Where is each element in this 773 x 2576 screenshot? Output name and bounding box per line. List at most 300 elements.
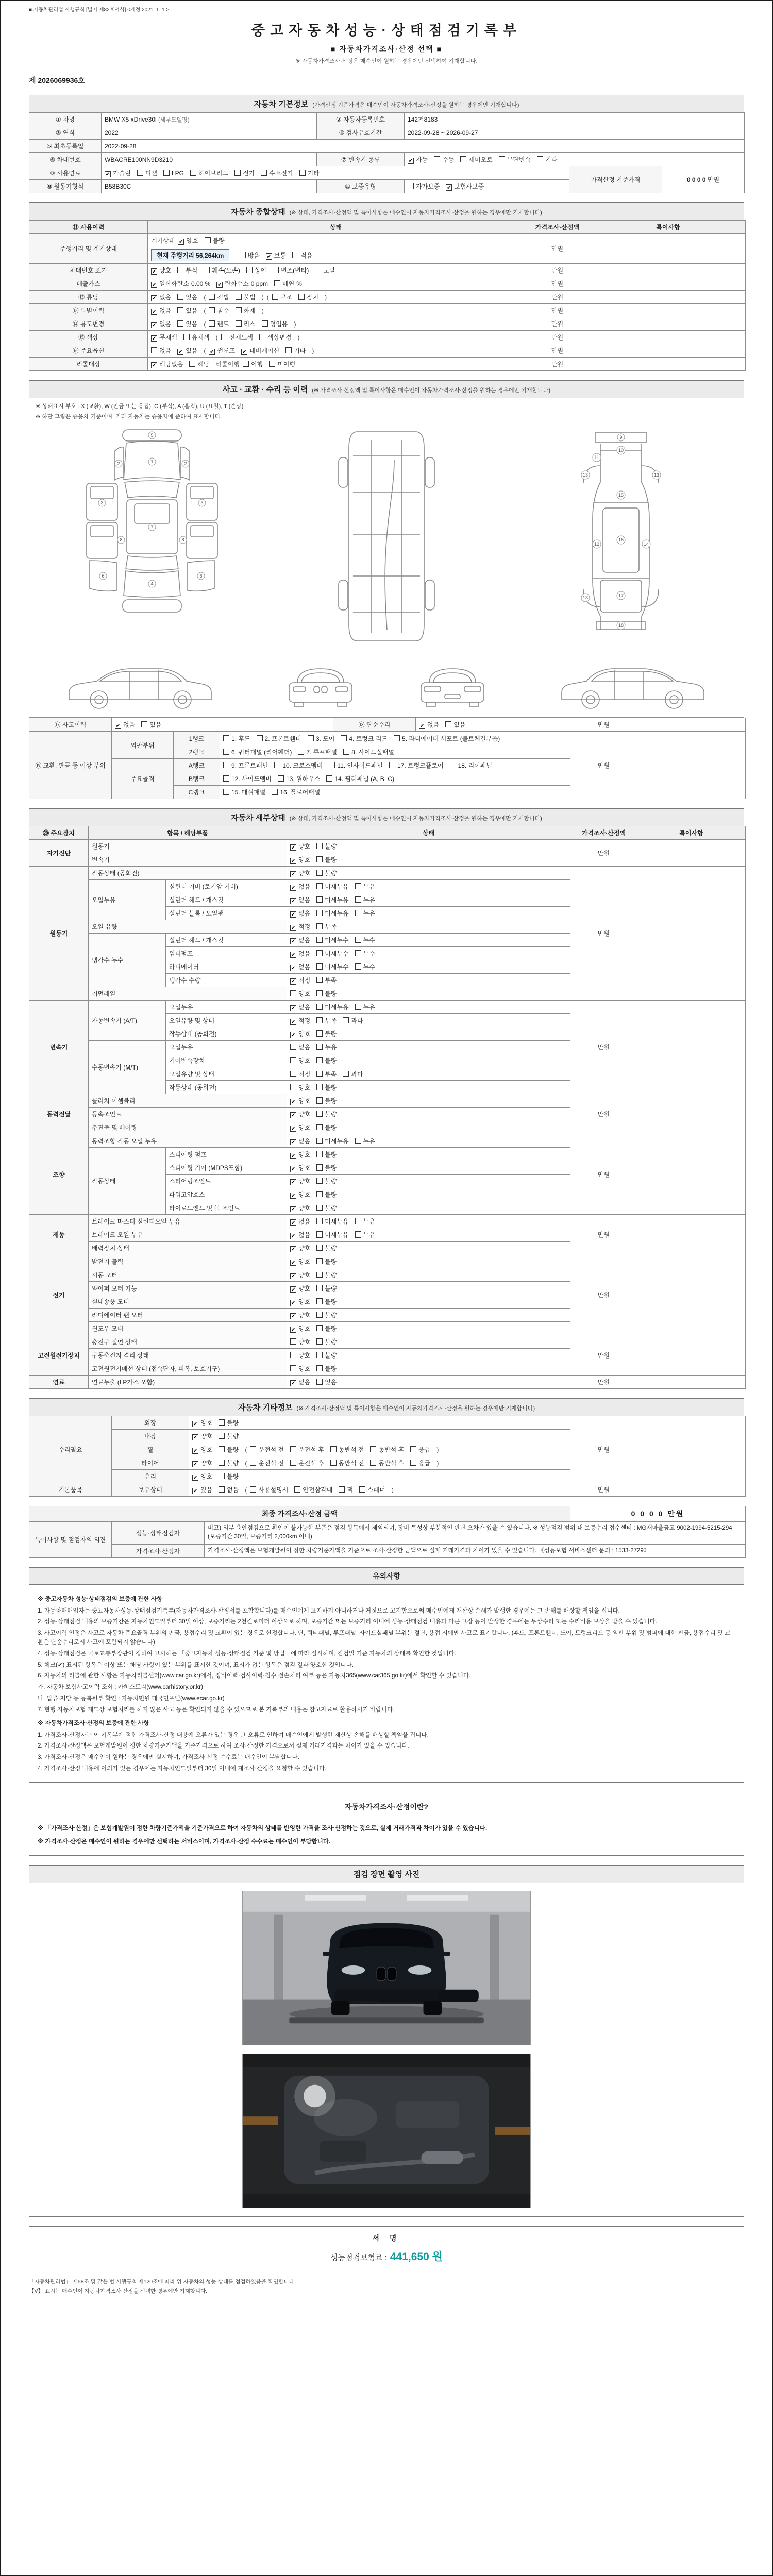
option-없음[interactable]	[290, 1043, 310, 1052]
option-없음[interactable]	[290, 1378, 310, 1386]
checkbox-icon[interactable]	[223, 749, 229, 755]
checkbox-icon[interactable]	[316, 843, 323, 849]
option-부족[interactable]	[316, 1070, 337, 1078]
checkbox-icon[interactable]	[262, 320, 268, 327]
option-없음[interactable]	[290, 1003, 310, 1011]
checkbox-icon[interactable]	[250, 1460, 256, 1466]
checkbox-icon[interactable]	[290, 1446, 296, 1452]
checkbox-icon[interactable]	[316, 1111, 323, 1117]
checkbox-icon[interactable]	[223, 789, 229, 795]
option-불량[interactable]	[316, 1150, 337, 1159]
checkbox-icon[interactable]	[236, 307, 242, 313]
option-불량[interactable]	[316, 1297, 337, 1306]
option-양호[interactable]	[192, 1418, 212, 1427]
option-안전삼각대[interactable]	[294, 1485, 332, 1494]
checkbox-icon[interactable]	[285, 347, 292, 353]
checkbox-icon[interactable]	[177, 267, 183, 273]
option-불량[interactable]	[316, 1257, 337, 1266]
checkbox-icon[interactable]	[298, 294, 305, 300]
checkbox-icon[interactable]	[183, 334, 190, 340]
checkbox-icon[interactable]	[316, 1379, 323, 1385]
checkbox-icon[interactable]: ✔	[291, 939, 296, 944]
option-불량[interactable]	[316, 1190, 337, 1199]
checkbox-icon[interactable]	[343, 1017, 349, 1023]
checkbox-icon[interactable]	[316, 1258, 323, 1264]
option-양호[interactable]	[290, 842, 310, 851]
checkbox-icon[interactable]	[316, 1151, 323, 1157]
option-적정[interactable]	[290, 1016, 310, 1025]
checkbox-icon[interactable]	[389, 762, 395, 768]
option-누유[interactable]	[355, 1230, 375, 1239]
option-누유[interactable]	[355, 1137, 375, 1145]
option-없음[interactable]	[290, 1217, 310, 1226]
checkbox-icon[interactable]: ✔	[152, 269, 157, 275]
option-응급[interactable]	[410, 1459, 430, 1467]
checkbox-icon[interactable]: ✔	[291, 1381, 296, 1386]
option-미세누수[interactable]	[316, 949, 348, 958]
checkbox-icon[interactable]	[177, 294, 183, 300]
option-적법[interactable]	[209, 293, 229, 301]
checkbox-icon[interactable]	[219, 1460, 225, 1466]
option-운전석 전[interactable]	[250, 1459, 284, 1467]
checkbox-icon[interactable]	[316, 1178, 323, 1184]
checkbox-icon[interactable]: ✔	[291, 872, 296, 877]
option-불량[interactable]	[316, 1204, 337, 1212]
checkbox-icon[interactable]	[190, 170, 196, 176]
option-적정[interactable]	[290, 1070, 310, 1078]
checkbox-icon[interactable]	[330, 1446, 337, 1452]
checkbox-icon[interactable]: ✔	[291, 1140, 296, 1145]
option-없음[interactable]	[419, 720, 439, 729]
checkbox-icon[interactable]	[290, 1460, 296, 1466]
checkbox-icon[interactable]	[189, 361, 195, 367]
checkbox-icon[interactable]: ✔	[291, 1260, 296, 1266]
option-누유[interactable]	[316, 1043, 337, 1052]
checkbox-icon[interactable]	[434, 156, 440, 162]
checkbox-icon[interactable]: ✔	[193, 1475, 198, 1481]
checkbox-icon[interactable]	[355, 1218, 361, 1224]
checkbox-icon[interactable]: ✔	[291, 1300, 296, 1306]
option-누수[interactable]	[355, 962, 375, 971]
option-해당없음[interactable]	[151, 360, 183, 368]
option-불량[interactable]	[316, 1029, 337, 1038]
option-누수[interactable]	[355, 949, 375, 958]
checkbox-icon[interactable]	[294, 1486, 300, 1493]
checkbox-icon[interactable]	[204, 267, 210, 273]
checkbox-icon[interactable]	[223, 775, 229, 782]
option-양호[interactable]	[290, 1083, 310, 1092]
option-부족[interactable]	[316, 922, 337, 931]
checkbox-icon[interactable]	[316, 910, 323, 916]
checkbox-icon[interactable]	[274, 280, 280, 286]
checkbox-icon[interactable]	[316, 1205, 323, 1211]
option-미세누유[interactable]	[316, 1230, 348, 1239]
checkbox-icon[interactable]	[355, 950, 361, 956]
checkbox-icon[interactable]	[316, 870, 323, 876]
option-없음[interactable]	[290, 909, 310, 918]
option-불량[interactable]	[316, 1177, 337, 1185]
signature-box[interactable]	[29, 2226, 744, 2270]
option-불량[interactable]	[316, 989, 337, 998]
option-도말[interactable]	[315, 266, 335, 275]
option-부족[interactable]	[316, 1016, 337, 1025]
option-1. 후드[interactable]	[223, 734, 250, 743]
checkbox-icon[interactable]	[219, 1419, 225, 1426]
checkbox-icon[interactable]	[236, 320, 242, 327]
option-있음[interactable]	[177, 306, 197, 315]
option-불량[interactable]	[316, 842, 337, 851]
option-불량[interactable]	[316, 869, 337, 877]
checkbox-icon[interactable]	[219, 1486, 225, 1493]
checkbox-icon[interactable]	[343, 1071, 349, 1077]
checkbox-icon[interactable]	[370, 1460, 376, 1466]
option-양호[interactable]	[151, 266, 171, 275]
checkbox-icon[interactable]	[219, 1433, 225, 1439]
checkbox-icon[interactable]: ✔	[291, 1153, 296, 1159]
option-불량[interactable]	[219, 1445, 239, 1454]
option-없음[interactable]	[290, 1137, 310, 1145]
option-불량[interactable]	[219, 1418, 239, 1427]
checkbox-icon[interactable]	[177, 320, 183, 327]
option-미세누수[interactable]	[316, 936, 348, 944]
checkbox-icon[interactable]	[537, 156, 543, 162]
checkbox-icon[interactable]: ✔	[193, 1448, 198, 1454]
option-없음[interactable]	[151, 306, 171, 315]
option-양호[interactable]	[192, 1445, 212, 1454]
checkbox-icon[interactable]: ✔	[193, 1488, 198, 1494]
option-무채색[interactable]	[151, 333, 177, 342]
option-불량[interactable]	[316, 1324, 337, 1333]
option-불량[interactable]	[219, 1459, 239, 1467]
option-렌트[interactable]	[209, 319, 229, 328]
checkbox-icon[interactable]: ✔	[291, 885, 296, 891]
option-없음[interactable]	[290, 882, 310, 891]
option-동반석 전[interactable]	[330, 1459, 364, 1467]
option-8. 사이드실패널[interactable]	[343, 748, 394, 756]
option-양호[interactable]	[290, 1163, 310, 1172]
option-불량[interactable]	[316, 1311, 337, 1319]
option-미세누유[interactable]	[316, 1003, 348, 1011]
option-17. 트렁크플로어[interactable]	[389, 761, 444, 770]
checkbox-icon[interactable]	[343, 749, 349, 755]
checkbox-icon[interactable]: ✔	[291, 979, 296, 985]
option-구조[interactable]	[272, 293, 292, 301]
checkbox-icon[interactable]	[355, 896, 361, 903]
checkbox-icon[interactable]: ✔	[291, 1032, 296, 1038]
checkbox-icon[interactable]	[355, 1231, 361, 1238]
option-양호[interactable]	[290, 1324, 310, 1333]
option-수동[interactable]	[434, 155, 454, 164]
option-있음[interactable]	[177, 319, 197, 328]
checkbox-icon[interactable]: ✔	[152, 296, 157, 301]
option-동반석 후[interactable]	[370, 1459, 404, 1467]
checkbox-icon[interactable]: ✔	[291, 1099, 296, 1105]
option-누유[interactable]	[355, 1003, 375, 1011]
checkbox-icon[interactable]: ✔	[291, 1126, 296, 1132]
checkbox-icon[interactable]	[290, 1084, 296, 1090]
option-불량[interactable]	[316, 1284, 337, 1293]
checkbox-icon[interactable]	[209, 294, 215, 300]
option-양호[interactable]	[290, 855, 310, 864]
checkbox-icon[interactable]	[209, 307, 215, 313]
checkbox-icon[interactable]: ✔	[408, 158, 413, 164]
checkbox-icon[interactable]: ✔	[291, 1287, 296, 1293]
option-잭[interactable]	[339, 1485, 353, 1494]
checkbox-icon[interactable]: ✔	[291, 858, 296, 864]
option-누유[interactable]	[355, 909, 375, 918]
checkbox-icon[interactable]: ✔	[447, 185, 451, 191]
checkbox-icon[interactable]	[308, 735, 314, 741]
option-양호[interactable]	[290, 1257, 310, 1266]
checkbox-icon[interactable]: ✔	[291, 1220, 296, 1226]
checkbox-icon[interactable]	[355, 910, 361, 916]
option-전체도색[interactable]	[221, 333, 253, 342]
option-있음[interactable]	[177, 293, 197, 301]
checkbox-icon[interactable]	[250, 1446, 256, 1452]
option-양호[interactable]	[290, 1297, 310, 1306]
option-불량[interactable]	[219, 1472, 239, 1481]
option-없음[interactable]	[115, 720, 135, 729]
option-일산화탄소[interactable]	[151, 279, 210, 288]
option-양호[interactable]	[290, 869, 310, 877]
option-기타[interactable]	[537, 155, 557, 164]
option-있음[interactable]	[316, 1378, 337, 1386]
checkbox-icon[interactable]	[290, 1057, 296, 1063]
checkbox-icon[interactable]	[259, 334, 265, 340]
option-있음[interactable]	[192, 1485, 212, 1494]
option-미세누수[interactable]	[316, 962, 348, 971]
option-침수[interactable]	[209, 306, 229, 315]
option-미세누유[interactable]	[316, 1217, 348, 1226]
option-11. 인사이드패널[interactable]	[329, 761, 383, 770]
option-적음[interactable]	[292, 251, 312, 260]
checkbox-icon[interactable]	[290, 1352, 296, 1358]
option-10. 크로스멤버[interactable]	[274, 761, 323, 770]
option-양호[interactable]	[290, 1177, 310, 1185]
option-네비게이션[interactable]	[241, 346, 279, 355]
checkbox-icon[interactable]: ✔	[105, 172, 110, 177]
option-리스[interactable]	[236, 319, 256, 328]
option-썬루프[interactable]	[209, 346, 235, 355]
option-수소전기[interactable]	[261, 168, 293, 177]
option-탄화수소[interactable]	[216, 279, 268, 288]
option-불량[interactable]	[316, 1244, 337, 1252]
checkbox-icon[interactable]: ✔	[291, 1193, 296, 1199]
checkbox-icon[interactable]	[316, 950, 323, 956]
option-훼손(오손)[interactable]	[204, 266, 240, 275]
checkbox-icon[interactable]	[341, 735, 347, 741]
checkbox-icon[interactable]	[316, 1218, 323, 1224]
option-매연[interactable]	[274, 279, 302, 288]
checkbox-icon[interactable]	[410, 1446, 416, 1452]
checkbox-icon[interactable]	[272, 789, 278, 795]
option-불량[interactable]	[316, 1163, 337, 1172]
checkbox-icon[interactable]	[223, 762, 229, 768]
option-적정[interactable]	[290, 976, 310, 985]
checkbox-icon[interactable]: ✔	[193, 1435, 198, 1440]
option-불량[interactable]	[316, 1123, 337, 1132]
option-12. 사이드멤버[interactable]	[223, 774, 272, 783]
checkbox-icon[interactable]	[316, 923, 323, 929]
option-15. 대쉬패널[interactable]	[223, 788, 265, 796]
option-불법[interactable]	[236, 293, 256, 301]
checkbox-icon[interactable]	[221, 334, 227, 340]
option-양호[interactable]	[192, 1459, 212, 1467]
option-양호[interactable]	[290, 1029, 310, 1038]
option-양호[interactable]	[290, 1204, 310, 1212]
checkbox-icon[interactable]	[163, 170, 170, 176]
checkbox-icon[interactable]	[246, 267, 253, 273]
checkbox-icon[interactable]	[408, 183, 414, 189]
checkbox-icon[interactable]	[299, 170, 306, 176]
option-없음[interactable]	[219, 1485, 239, 1494]
checkbox-icon[interactable]: ✔	[179, 239, 183, 245]
checkbox-icon[interactable]: ✔	[291, 925, 296, 931]
option-세미오토[interactable]	[460, 155, 492, 164]
checkbox-icon[interactable]	[316, 977, 323, 983]
option-디젤[interactable]	[137, 168, 157, 177]
checkbox-icon[interactable]: ✔	[152, 282, 157, 288]
option-보통[interactable]	[266, 251, 286, 260]
checkbox-icon[interactable]: ✔	[242, 349, 247, 355]
option-무단변속[interactable]	[499, 155, 531, 164]
checkbox-icon[interactable]: ✔	[291, 1166, 296, 1172]
option-적정[interactable]	[290, 922, 310, 931]
option-미세누유[interactable]	[316, 909, 348, 918]
option-양호[interactable]	[290, 1096, 310, 1105]
option-가솔린[interactable]	[105, 168, 131, 177]
checkbox-icon[interactable]: ✔	[291, 965, 296, 971]
option-16. 플로어패널[interactable]	[272, 788, 320, 796]
checkbox-icon[interactable]	[316, 1191, 323, 1197]
checkbox-icon[interactable]: ✔	[152, 363, 157, 368]
checkbox-icon[interactable]	[316, 963, 323, 970]
option-불량[interactable]	[316, 855, 337, 864]
checkbox-icon[interactable]	[355, 1138, 361, 1144]
option-양호[interactable]	[290, 1351, 310, 1360]
checkbox-icon[interactable]	[219, 1473, 225, 1479]
checkbox-icon[interactable]	[243, 361, 249, 367]
option-없음[interactable]	[151, 293, 171, 301]
option-없음[interactable]	[290, 962, 310, 971]
checkbox-icon[interactable]	[355, 937, 361, 943]
checkbox-icon[interactable]	[326, 775, 332, 782]
checkbox-icon[interactable]	[278, 775, 284, 782]
checkbox-icon[interactable]	[316, 1325, 323, 1331]
option-양호[interactable]	[290, 1311, 310, 1319]
option-상이[interactable]	[246, 266, 266, 275]
checkbox-icon[interactable]	[236, 294, 242, 300]
checkbox-icon[interactable]	[273, 267, 279, 273]
checkbox-icon[interactable]	[209, 320, 215, 327]
option-불량[interactable]	[205, 236, 225, 245]
checkbox-icon[interactable]: ✔	[217, 282, 222, 288]
option-9. 프론트패널[interactable]	[223, 761, 268, 770]
checkbox-icon[interactable]	[257, 735, 263, 741]
checkbox-icon[interactable]	[274, 762, 280, 768]
option-동반석 전[interactable]	[330, 1445, 364, 1454]
option-기타[interactable]	[299, 168, 320, 177]
option-불량[interactable]	[316, 1096, 337, 1105]
option-미세누유[interactable]	[316, 882, 348, 891]
option-양호[interactable]	[290, 1123, 310, 1132]
option-변조(변타)[interactable]	[273, 266, 309, 275]
option-3. 도어[interactable]	[308, 734, 335, 743]
checkbox-icon[interactable]	[315, 267, 321, 273]
checkbox-icon[interactable]: ✔	[291, 912, 296, 918]
checkbox-icon[interactable]	[316, 990, 323, 996]
checkbox-icon[interactable]	[290, 1071, 296, 1077]
checkbox-icon[interactable]: ✔	[152, 336, 157, 342]
checkbox-icon[interactable]	[394, 735, 400, 741]
checkbox-icon[interactable]	[316, 1352, 323, 1358]
checkbox-icon[interactable]	[316, 1071, 323, 1077]
option-누수[interactable]	[355, 936, 375, 944]
checkbox-icon[interactable]	[316, 1298, 323, 1304]
checkbox-icon[interactable]	[316, 937, 323, 943]
option-보험사보증[interactable]	[446, 182, 484, 191]
checkbox-icon[interactable]: ✔	[419, 723, 425, 729]
option-운전석 전[interactable]	[250, 1445, 284, 1454]
checkbox-icon[interactable]	[316, 1004, 323, 1010]
checkbox-icon[interactable]	[292, 252, 298, 258]
checkbox-icon[interactable]: ✔	[291, 1180, 296, 1185]
option-영업용[interactable]	[262, 319, 288, 328]
option-미세누유[interactable]	[316, 1137, 348, 1145]
checkbox-icon[interactable]	[329, 762, 335, 768]
option-장치[interactable]	[298, 293, 318, 301]
checkbox-icon[interactable]: ✔	[291, 899, 296, 904]
checkbox-icon[interactable]	[316, 1164, 323, 1171]
option-5. 라디에이터 서포트 (볼트체결부품)[interactable]	[394, 734, 500, 743]
option-미세누유[interactable]	[316, 895, 348, 904]
checkbox-icon[interactable]: ✔	[291, 1019, 296, 1025]
checkbox-icon[interactable]: ✔	[193, 1421, 198, 1427]
option-없음[interactable]	[290, 949, 310, 958]
checkbox-icon[interactable]	[290, 1044, 296, 1050]
option-응급[interactable]	[410, 1445, 430, 1454]
checkbox-icon[interactable]	[234, 170, 241, 176]
option-누유[interactable]	[355, 1217, 375, 1226]
checkbox-icon[interactable]	[410, 1460, 416, 1466]
checkbox-icon[interactable]	[460, 156, 466, 162]
option-양호[interactable]	[290, 989, 310, 998]
option-양호[interactable]	[290, 1364, 310, 1373]
option-양호[interactable]	[290, 1337, 310, 1346]
checkbox-icon[interactable]: ✔	[291, 1233, 296, 1239]
checkbox-icon[interactable]: ✔	[115, 723, 121, 729]
option-하이브리드[interactable]	[190, 168, 228, 177]
checkbox-icon[interactable]	[290, 1338, 296, 1345]
option-부식[interactable]	[177, 266, 197, 275]
option-18. 리어패널[interactable]	[450, 761, 492, 770]
checkbox-icon[interactable]	[316, 1044, 323, 1050]
checkbox-icon[interactable]	[339, 1486, 345, 1493]
option-2. 프론트휀더[interactable]	[257, 734, 301, 743]
checkbox-icon[interactable]	[445, 721, 451, 727]
option-양호[interactable]	[290, 1056, 310, 1065]
checkbox-icon[interactable]	[316, 1338, 323, 1345]
checkbox-icon[interactable]: ✔	[291, 1274, 296, 1279]
option-불량[interactable]	[316, 1056, 337, 1065]
option-누유[interactable]	[355, 895, 375, 904]
option-양호[interactable]	[178, 236, 198, 245]
option-양호[interactable]	[192, 1472, 212, 1481]
option-있음[interactable]	[141, 720, 161, 729]
checkbox-icon[interactable]	[151, 347, 157, 353]
option-화재[interactable]	[236, 306, 256, 315]
checkbox-icon[interactable]: ✔	[291, 952, 296, 958]
